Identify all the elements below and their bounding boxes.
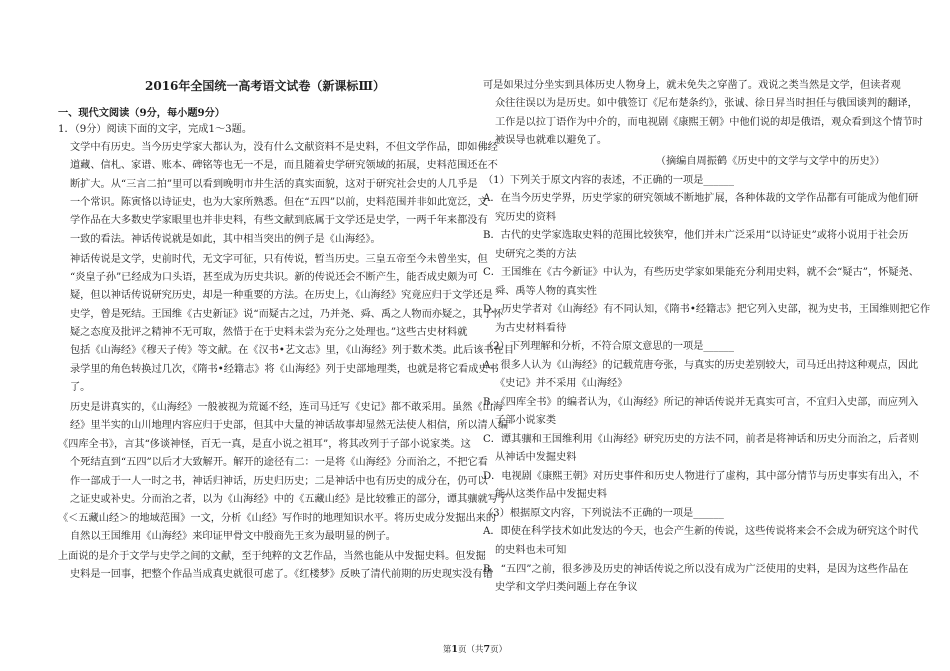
- section-heading: 一、现代文阅读（9分，每小题9分）: [58, 107, 225, 119]
- right-paragraph-line: 被误导也就难以避免了。: [495, 135, 608, 146]
- exam-title: 2016年全国统一高考语文试卷（新课标Ⅲ）: [145, 79, 386, 93]
- right-paragraph-line: 从神话中发掘史料: [495, 452, 577, 463]
- left-paragraph-line: 疑，但以神话传说研究历史，却是一种重要的方法。在历史上，《山海经》究竟应归于文学还是: [70, 290, 493, 301]
- left-paragraph-line: 疑之态度及批评之精神不无可取，然惜于在于史料未尝为充分之处理也。”这些古史材料就: [70, 327, 468, 338]
- right-paragraph-line: A．在当今历史学界，历史学家的研究领域不断地扩展，各种体裁的文学作品都有可能成为他们研: [483, 193, 919, 204]
- left-paragraph-line: 学作品在大多数史学家眼里也并非史料，有些文献到底属于文学还是史学，一两千年来都没有: [70, 215, 488, 226]
- left-paragraph-line: 1．（9分）阅读下面的文字，完成1～3题。: [58, 124, 253, 135]
- left-paragraph-line: 包括《山海经》《穆天子传》等文献。在《汉书•艺文志》里，《山海经》列于数术类。此后该书在目: [70, 345, 515, 356]
- right-paragraph-line: A．即使在科学技术如此发达的今天，也会产生新的传说，这些传说将来会不会成为研究这个时代: [483, 526, 919, 537]
- left-paragraph-line: 《＜五藏山经＞的地域范围》一文，分析《山经》写作时的地理知识水平。将历史成分发掘出来的: [58, 513, 497, 524]
- page-footer: [0, 643, 950, 655]
- right-paragraph-line: 能从这类作品中发掘史料: [495, 489, 608, 500]
- footer-page-number: 1: [451, 644, 458, 655]
- right-paragraph-line: B．“五四”之前，很多涉及历史的神话传说之所以没有成为广泛使用的史料，是因为这些作品在: [483, 564, 909, 575]
- left-paragraph-line: 了。: [70, 382, 91, 393]
- left-paragraph-line: 作一部成于一人一时之书，神话归神话，历史归历史；二是神话中也有历史的成分在，仍可以: [70, 476, 488, 487]
- left-paragraph-line: 录学里的角色转换过几次，《隋书•经籍志》将《山海经》列于史部地理类，也就是将它看成史书: [70, 364, 499, 375]
- footer-middle: 页（共: [457, 645, 484, 655]
- right-paragraph-line: 众往往误以为是历史。如中俄签订《尼布楚条约》，张诚、徐日昇当时担任与俄国谈判的翻译，: [495, 98, 918, 109]
- right-paragraph-line: 可是如果过分坐实到具体历史人物身上，就未免失之穿凿了。戏说之类当然是文学，但读者观: [483, 80, 901, 91]
- left-paragraph-line: 个死结直到“五四”以后才大致解开。解开的途径有二：一是将《山海经》分而治之，不把它看: [70, 457, 488, 468]
- left-paragraph-line: 《四库全书》，言其“侈谈神怪，百无一真，是直小说之祖耳”，将其改列于子部小说家类。这: [58, 439, 471, 450]
- right-paragraph-line: D．电视剧《康熙王朝》对历史事件和历史人物进行了虚构，其中部分情节与历史事实有出入，不: [483, 471, 920, 482]
- right-paragraph-line: B．《四库全书》的编者认为，《山海经》所记的神话传说并无真实可言，不宜归入史部，而应列入: [483, 397, 919, 408]
- right-paragraph-line: 工作是以拉丁语作为中介的，而电视剧《康熙王朝》中他们说的却是俄语，观众看到这个情节时: [495, 117, 923, 128]
- left-paragraph-line: 文学中有历史。当今历史学家大都认为，没有什么文献资料不是史料，不但文学作品，即如佛经: [70, 142, 498, 153]
- left-paragraph-line: 历史是讲真实的，《山海经》一般被视为荒诞不经，连司马迁写《史记》都不敢采用。虽然《山海: [70, 402, 503, 413]
- left-paragraph-line: 道藏、信札、家谱、账本、碑铭等也无一不是，而且随着史学研究领域的拓展，史料范围还在不: [70, 160, 498, 171]
- left-paragraph-line: 神话传说是文学，史前时代，无文字可征，只有传说，暂当历史。三皇五帝至今未曾坐实，但: [70, 254, 488, 265]
- right-paragraph-line: （2）下列理解和分析，不符合原文意思的一项是______: [483, 341, 734, 352]
- footer-suffix: 页）: [490, 645, 508, 655]
- right-paragraph-line: B．古代的史学家选取史料的范围比较狭窄，他们并未广泛采用“以诗证史”或将小说用于社会历: [483, 230, 909, 241]
- left-paragraph-line: 史料是一回事，把整个作品当成真史就很可虑了。《红楼梦》反映了清代前期的历史现实没有错: [70, 569, 493, 580]
- right-paragraph-line: （3）根据原文内容，下列说法不正确的一项是______: [483, 508, 724, 519]
- right-paragraph-line: 《史记》并不采用《山海经》: [495, 378, 628, 389]
- left-paragraph-line: 经》里半实的山川地理内容应归于史部，但其中大量的神话故事却显然无法使人相信，所以清人编: [70, 420, 509, 431]
- left-paragraph-line: 之证史或补史。分而治之者，以为《山海经》中的《五藏山经》是比较雅正的部分，谭其骧就写了: [70, 494, 509, 505]
- right-paragraph-line: 为古史材料看待: [495, 323, 567, 334]
- right-paragraph-line: 舜、禹等人物的真实性: [495, 286, 597, 297]
- left-paragraph-line: 史学，曾是死结。王国维《古史新证》说“而疑古之过，乃并尧、舜、禹之人物而亦疑之，其于怀: [70, 309, 504, 320]
- right-paragraph-line: C．谭其骧和王国维利用《山海经》研究历史的方法不同，前者是将神话和历史分而治之，后者则: [483, 434, 919, 445]
- right-paragraph-line: C．王国维在《古今新证》中认为，有些历史学家如果能充分利用史料，就不会“疑古”，怀疑尧、: [483, 267, 919, 278]
- right-paragraph-line: （1）下列关于原文内容的表述，不正确的一项是______: [483, 175, 734, 186]
- source-citation: （摘编自周振鹤《历史中的文学与文学中的历史》）: [655, 156, 885, 167]
- left-paragraph-line: 断扩大。从“三言二拍”里可以看到晚明市井生活的真实面貌，这对于研究社会史的人几乎是: [70, 179, 478, 190]
- right-paragraph-line: 究历史的资料: [495, 212, 557, 223]
- right-paragraph-line: D．历史学者对《山海经》有不同认知，《隋书•经籍志》把它列入史部，视为史书，王国维则把它作: [483, 304, 931, 315]
- footer-prefix: 第: [442, 645, 452, 655]
- right-paragraph-line: 史研究之类的方法: [495, 249, 577, 260]
- left-paragraph-line: 上面说的是介于文学与史学之间的文献，至于纯粹的文艺作品，当然也能从中发掘史料。但发掘: [58, 551, 486, 562]
- right-paragraph-line: 史学和文学归类问题上存在争议: [495, 582, 638, 593]
- right-paragraph-line: 子部小说家类: [495, 415, 557, 426]
- left-paragraph-line: “炎皇子孙”已经成为口头语，甚至成为历史共识。新的传说还会不断产生，能否成史颇为可: [70, 272, 478, 283]
- right-paragraph-line: 的史料也未可知: [495, 545, 567, 556]
- left-paragraph-line: 一个常识。陈寅恪以诗证史，也为大家所熟悉。但在“五四”以前，史料范围并非如此宽泛，文: [70, 197, 488, 208]
- right-paragraph-line: A．很多人认为《山海经》的记载荒唐夸张，与真实的历史差别较大，司马迁出持这种观点，因此: [483, 360, 919, 371]
- left-paragraph-line: 一致的看法。神话传说就是如此，其中相当突出的例子是《山海经》。: [70, 234, 381, 245]
- footer-total-pages: 7: [483, 644, 491, 655]
- left-paragraph-line: 自然以王国维用《山海经》来印证甲骨文中殷商先王亥为最明显的例子。: [70, 531, 396, 542]
